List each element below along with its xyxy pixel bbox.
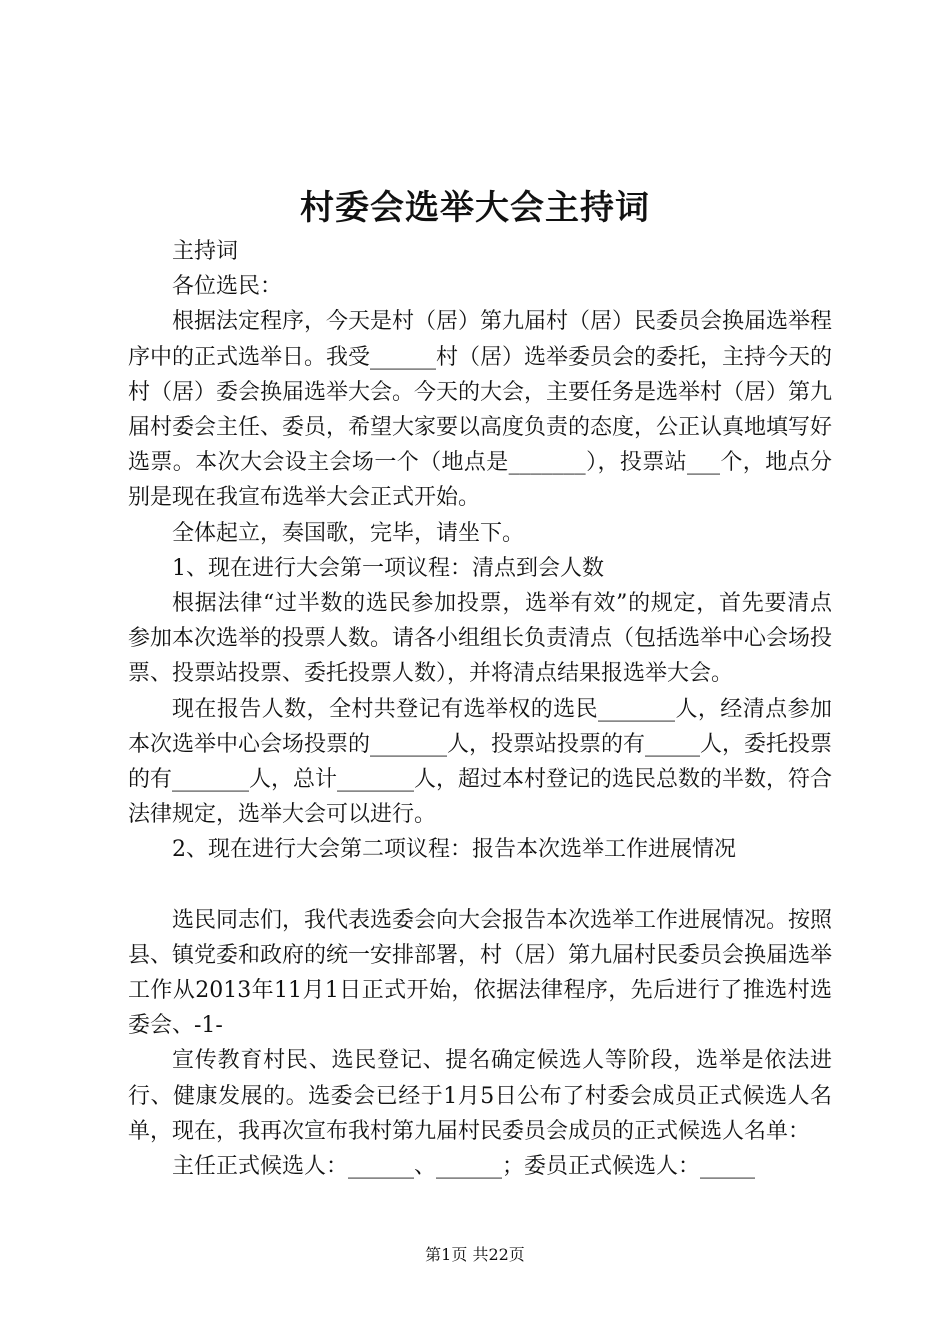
paragraph-heading: 主持词 <box>172 239 239 264</box>
paragraph-candidates-list: 主任正式候选人：______、______；委员正式候选人：_____ <box>172 1154 756 1180</box>
paragraph-candidates-intro: 宣传教育村民、选民登记、提名确定候选人等阶段，选举是依法进行、健康发展的。选委会已经于1月5日公布了村委会成员正式候选人名单，现在，我再次宣布我村第九届村民委员会成员的正式候选人名单： <box>128 1048 832 1144</box>
paragraph-agenda-2: 2、现在进行大会第二项议程：报告本次选举工作进展情况 <box>172 837 736 863</box>
paragraph-legal-rule: 根据法律“过半数的选民参加投票，选举有效”的规定，首先要清点参加本次选举的投票人数。请各小组组长负责清点（包括选举中心会场投票、投票站投票、委托投票人数），并将清点结果报选举大会。 <box>128 591 833 687</box>
paragraph-anthem: 全体起立，奏国歌，完毕，请坐下。 <box>172 520 525 546</box>
paragraph-opening: 根据法定程序，今天是村（居）第九届村（居）民委员会换届选举程序中的正式选举日。我受______村（居）选举委员会的委托，主持今天的村（居）委会换届选举大会。今天的大会，主要任务是选举村（居）第九届村委会主任、委员，希望大家要以高度负责的态度，公正认真地填写好选票。本次大会设主会场一个（地点是_______），投票站___个，地点分别是现在我宣布选举大会正式开始。 <box>128 309 833 511</box>
paragraph-salutation: 各位选民： <box>172 274 283 300</box>
document-title: 村委会选举大会主持词 <box>300 188 650 228</box>
paragraph-agenda-1: 1、现在进行大会第一项议程：清点到会人数 <box>172 555 604 581</box>
page-footer: 第1页 共22页 <box>425 1245 525 1264</box>
document-body <box>128 234 832 1184</box>
paragraph-progress-report: 选民同志们，我代表选委会向大会报告本次选举工作进展情况。按照县、镇党委和政府的统一安排部署，村（居）第九届村民委员会换届选举工作从2013年11月1日正式开始，依据法律程序，先后进行了推选村选委会、-1- <box>128 907 833 1039</box>
paragraph-headcount: 现在报告人数，全村共登记有选举权的选民_______人，经清点参加本次选举中心会场投票的_______人，投票站投票的有_____人，委托投票的有_______人，总计_______人，超过本村登记的选民总数的半数，符合法律规定，选举大会可以进行。 <box>128 696 833 828</box>
